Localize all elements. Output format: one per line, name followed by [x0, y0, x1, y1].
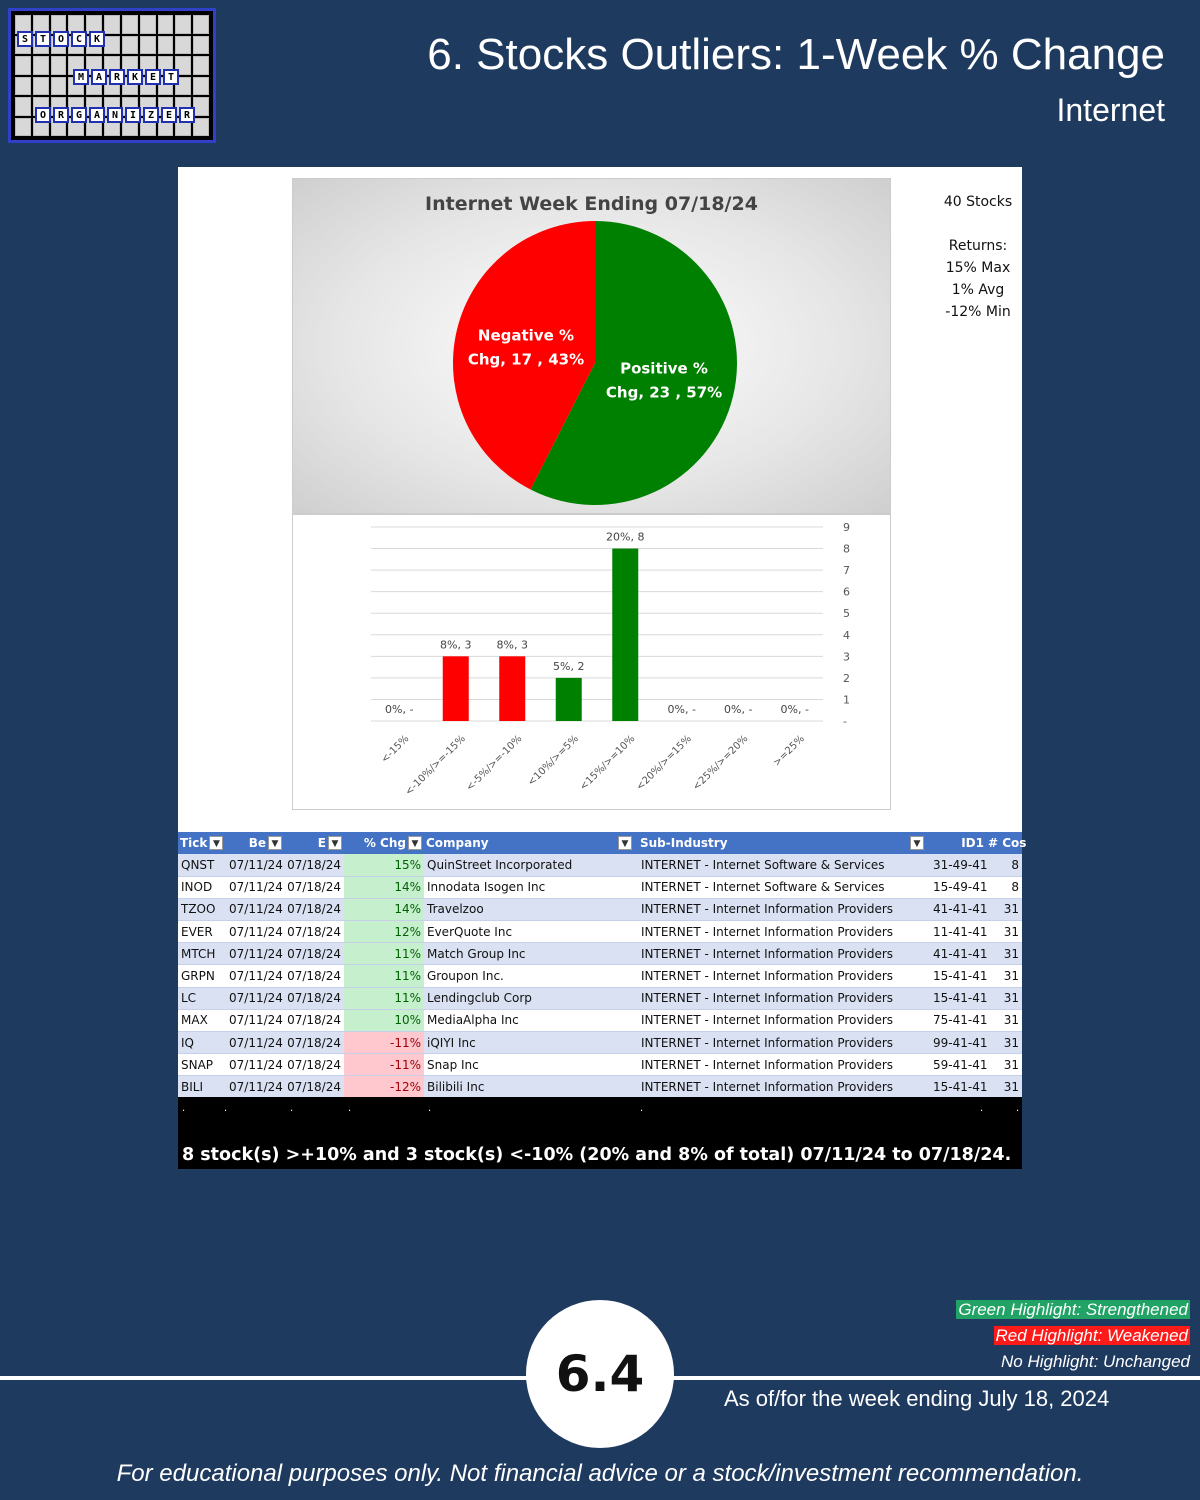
logo-word-organizer: O R G A N I Z E R — [35, 107, 195, 123]
x-category-label: <-15% — [379, 733, 412, 766]
col-header-end[interactable]: E ▼ — [284, 832, 344, 854]
cell-begin: 07/11/24 — [226, 1032, 284, 1054]
cell-company: Travelzoo — [424, 898, 638, 920]
bar — [499, 656, 525, 721]
filter-dropdown-icon[interactable]: ▼ — [209, 836, 223, 850]
cell-id1: 59-41-41 — [930, 1054, 986, 1076]
cell-sub-industry: INTERNET - Internet Information Providers — [638, 943, 930, 965]
cell-sub-industry: INTERNET - Internet Information Providers — [638, 965, 930, 987]
cell-id1: 15-49-41 — [930, 876, 986, 898]
pie-chart — [293, 179, 892, 515]
cell-sub-industry: INTERNET - Internet Information Providers — [638, 898, 930, 920]
cell-pct-chg: 10% — [344, 1009, 424, 1031]
bar-data-label: 8%, 3 — [496, 638, 528, 652]
cell-id1: 15-41-41 — [930, 987, 986, 1009]
cell-end: 07/18/24 — [284, 987, 344, 1009]
cell-ticker: IQ — [178, 1032, 226, 1054]
cell-end: 07/18/24 — [284, 1076, 344, 1098]
table-row[interactable] — [178, 921, 1022, 943]
y-tick-label: 7 — [843, 564, 850, 578]
cell-begin: 07/11/24 — [226, 1009, 284, 1031]
bar — [556, 678, 582, 721]
cell-num-cos: 31 — [986, 987, 1022, 1009]
cell-id1: 15-41-41 — [930, 1076, 986, 1098]
pie-chart-title: Internet Week Ending 07/18/24 — [425, 193, 758, 215]
cell-ticker: QNST — [178, 854, 226, 876]
cell-begin: 07/11/24 — [226, 876, 284, 898]
cell-begin: 07/11/24 — [226, 1054, 284, 1076]
cell-sub-industry: INTERNET - Internet Information Providers — [638, 987, 930, 1009]
y-tick-label: 6 — [843, 585, 850, 599]
cell-pct-chg: -11% — [344, 1054, 424, 1076]
cell-ticker: EVER — [178, 921, 226, 943]
report-panel — [178, 167, 1027, 1169]
cell-num-cos: 31 — [986, 898, 1022, 920]
cell-ticker: BILI — [178, 1076, 226, 1098]
logo-word-market: M A R K E T — [73, 69, 179, 85]
x-category-label: <15%/>=10% — [577, 733, 638, 793]
filter-dropdown-icon[interactable]: ▼ — [618, 836, 632, 850]
col-header-id1: ID1 — [930, 832, 986, 854]
pie-chart-area — [292, 178, 891, 514]
summary-bar — [178, 1097, 1022, 1169]
pie-slice-label: Chg, 17 , 43% — [467, 350, 585, 369]
stock-count: 40 Stocks — [943, 194, 1013, 210]
cell-num-cos: 31 — [986, 1009, 1022, 1031]
cell-id1: 15-41-41 — [930, 965, 986, 987]
table-row[interactable] — [178, 1054, 1022, 1076]
cell-ticker: LC — [178, 987, 226, 1009]
cell-id1: 11-41-41 — [930, 921, 986, 943]
table-row[interactable] — [178, 854, 1022, 876]
cell-end: 07/18/24 — [284, 1032, 344, 1054]
cell-end: 07/18/24 — [284, 921, 344, 943]
cell-sub-industry: INTERNET - Internet Software & Services — [638, 876, 930, 898]
table-row[interactable] — [178, 943, 1022, 965]
y-tick-label: 1 — [843, 693, 850, 707]
page-title: 6. Stocks Outliers: 1-Week % Change — [427, 30, 1165, 79]
filter-dropdown-icon[interactable]: ▼ — [408, 836, 422, 850]
cell-company: Groupon Inc. — [424, 965, 638, 987]
cell-num-cos: 31 — [986, 943, 1022, 965]
cell-sub-industry: INTERNET - Internet Information Providers — [638, 1076, 930, 1098]
bar — [443, 656, 469, 721]
cell-pct-chg: 11% — [344, 965, 424, 987]
table-row[interactable] — [178, 898, 1022, 920]
bar — [612, 549, 638, 721]
bar-data-label: 0%, - — [385, 703, 414, 716]
stats-box — [923, 191, 1033, 323]
cell-id1: 41-41-41 — [930, 898, 986, 920]
cell-end: 07/18/24 — [284, 1054, 344, 1076]
as-of-date: As of/for the week ending July 18, 2024 — [724, 1386, 1110, 1411]
cell-end: 07/18/24 — [284, 965, 344, 987]
bar-data-label: 8%, 3 — [440, 638, 472, 652]
cell-begin: 07/11/24 — [226, 854, 284, 876]
cell-num-cos: 8 — [986, 854, 1022, 876]
cell-company: Bilibili Inc — [424, 1076, 638, 1098]
cell-company: MediaAlpha Inc — [424, 1009, 638, 1031]
stock-market-organizer-logo — [8, 8, 216, 143]
logo-word-stock: S T O C K — [17, 31, 105, 47]
cell-company: Snap Inc — [424, 1054, 638, 1076]
cell-num-cos: 31 — [986, 1076, 1022, 1098]
y-tick-label: 9 — [843, 521, 850, 534]
x-category-label: <10%/>=5% — [525, 733, 581, 789]
cell-num-cos: 31 — [986, 921, 1022, 943]
x-category-label: >=25% — [771, 733, 807, 769]
cell-end: 07/18/24 — [284, 854, 344, 876]
cell-ticker: TZOO — [178, 898, 226, 920]
pie-slice-label: Negative % — [477, 326, 575, 345]
col-header-begin[interactable]: Be ▼ — [226, 832, 284, 854]
cell-pct-chg: 14% — [344, 898, 424, 920]
y-tick-label: 5 — [843, 607, 850, 621]
filter-dropdown-icon[interactable]: ▼ — [268, 836, 282, 850]
table-row[interactable] — [178, 1076, 1022, 1098]
bar-data-label: 0%, - — [667, 703, 696, 716]
bar-data-label: 0%, - — [780, 703, 809, 716]
cell-begin: 07/11/24 — [226, 987, 284, 1009]
pie-slice-label: Chg, 23 , 57% — [605, 383, 723, 402]
cell-begin: 07/11/24 — [226, 965, 284, 987]
page-subtitle: Internet — [1056, 92, 1165, 128]
table-row[interactable] — [178, 965, 1022, 987]
bar-chart — [293, 515, 892, 811]
pie-slice-label: Positive % — [620, 359, 708, 378]
bar-chart-area — [292, 514, 891, 810]
table-row[interactable] — [178, 1032, 1022, 1054]
col-header-ticker[interactable]: Tick ▼ — [178, 832, 226, 854]
col-header-sub-industry[interactable]: Sub-Industry ▼ — [638, 832, 930, 854]
returns-avg: 1% Avg — [951, 282, 1005, 298]
cell-begin: 07/11/24 — [226, 1076, 284, 1098]
cell-id1: 99-41-41 — [930, 1032, 986, 1054]
cell-pct-chg: 11% — [344, 987, 424, 1009]
cell-num-cos: 8 — [986, 876, 1022, 898]
legend-green: Green Highlight: Strengthened — [958, 1300, 1188, 1319]
returns-label: Returns: — [948, 238, 1008, 254]
table-row[interactable] — [178, 1009, 1022, 1031]
cell-pct-chg: -11% — [344, 1032, 424, 1054]
cell-end: 07/18/24 — [284, 876, 344, 898]
cell-company: iQIYI Inc — [424, 1032, 638, 1054]
cell-num-cos: 31 — [986, 965, 1022, 987]
filter-dropdown-icon[interactable]: ▼ — [910, 836, 924, 850]
returns-min: -12% Min — [945, 304, 1011, 320]
table-row[interactable] — [178, 987, 1022, 1009]
cell-end: 07/18/24 — [284, 898, 344, 920]
cell-pct-chg: -12% — [344, 1076, 424, 1098]
cell-pct-chg: 11% — [344, 943, 424, 965]
cell-num-cos: 31 — [986, 1054, 1022, 1076]
y-tick-label: 3 — [843, 650, 850, 664]
cell-sub-industry: INTERNET - Internet Software & Services — [638, 854, 930, 876]
cell-begin: 07/11/24 — [226, 921, 284, 943]
cell-num-cos: 31 — [986, 1032, 1022, 1054]
bar-data-label: 5%, 2 — [553, 659, 585, 673]
legend-red: Red Highlight: Weakened — [995, 1326, 1188, 1345]
x-category-label: <25%/>=20% — [690, 733, 751, 793]
cell-pct-chg: 12% — [344, 921, 424, 943]
table-header-row — [178, 832, 1022, 854]
bar-data-label: 20%, 8 — [606, 530, 645, 544]
cell-ticker: SNAP — [178, 1054, 226, 1076]
y-tick-label: 8 — [843, 542, 850, 556]
bar-data-label: 0%, - — [724, 703, 753, 716]
cell-sub-industry: INTERNET - Internet Information Providers — [638, 1032, 930, 1054]
y-tick-label: - — [843, 715, 847, 728]
cell-id1: 31-49-41 — [930, 854, 986, 876]
cell-sub-industry: INTERNET - Internet Information Providers — [638, 921, 930, 943]
cell-company: EverQuote Inc — [424, 921, 638, 943]
table-row[interactable] — [178, 876, 1022, 898]
legend-none: No Highlight: Unchanged — [1000, 1352, 1190, 1371]
disclaimer: For educational purposes only. Not financial advice or a stock/investment recommendation. — [116, 1460, 1084, 1487]
x-category-label: <20%/>=15% — [634, 733, 694, 793]
cell-company: Lendingclub Corp — [424, 987, 638, 1009]
summary-text: 8 stock(s) >+10% and 3 stock(s) <-10% (20% and 8% of total) 07/11/24 to 07/18/24. — [182, 1145, 1012, 1165]
col-header-company[interactable]: Company ▼ — [424, 832, 638, 854]
cell-pct-chg: 14% — [344, 876, 424, 898]
y-tick-label: 4 — [843, 628, 850, 642]
cell-ticker: INOD — [178, 876, 226, 898]
highlight-legend — [956, 1297, 1190, 1375]
cell-ticker: MAX — [178, 1009, 226, 1031]
cell-company: Innodata Isogen Inc — [424, 876, 638, 898]
returns-max: 15% Max — [945, 260, 1011, 276]
cell-company: QuinStreet Incorporated — [424, 854, 638, 876]
cell-id1: 41-41-41 — [930, 943, 986, 965]
col-header-num-cos: # Cos — [986, 832, 1022, 854]
cell-ticker: MTCH — [178, 943, 226, 965]
cell-end: 07/18/24 — [284, 1009, 344, 1031]
cell-begin: 07/11/24 — [226, 898, 284, 920]
cell-id1: 75-41-41 — [930, 1009, 986, 1031]
cell-sub-industry: INTERNET - Internet Information Providers — [638, 1054, 930, 1076]
x-category-label: <-5%/>=-10% — [464, 733, 525, 794]
cell-end: 07/18/24 — [284, 943, 344, 965]
page-number-badge: 6.4 — [526, 1300, 674, 1448]
cell-ticker: GRPN — [178, 965, 226, 987]
cell-sub-industry: INTERNET - Internet Information Providers — [638, 1009, 930, 1031]
cell-company: Match Group Inc — [424, 943, 638, 965]
cell-begin: 07/11/24 — [226, 943, 284, 965]
col-header-pct-chg[interactable]: % Chg ▼ — [344, 832, 424, 854]
outliers-table — [178, 832, 1027, 1099]
dot-row: . . . . . . . . — [182, 1103, 1020, 1114]
filter-dropdown-icon[interactable]: ▼ — [328, 836, 342, 850]
cell-pct-chg: 15% — [344, 854, 424, 876]
x-category-label: <-10%/>=-15% — [403, 733, 468, 798]
y-tick-label: 2 — [843, 671, 850, 685]
